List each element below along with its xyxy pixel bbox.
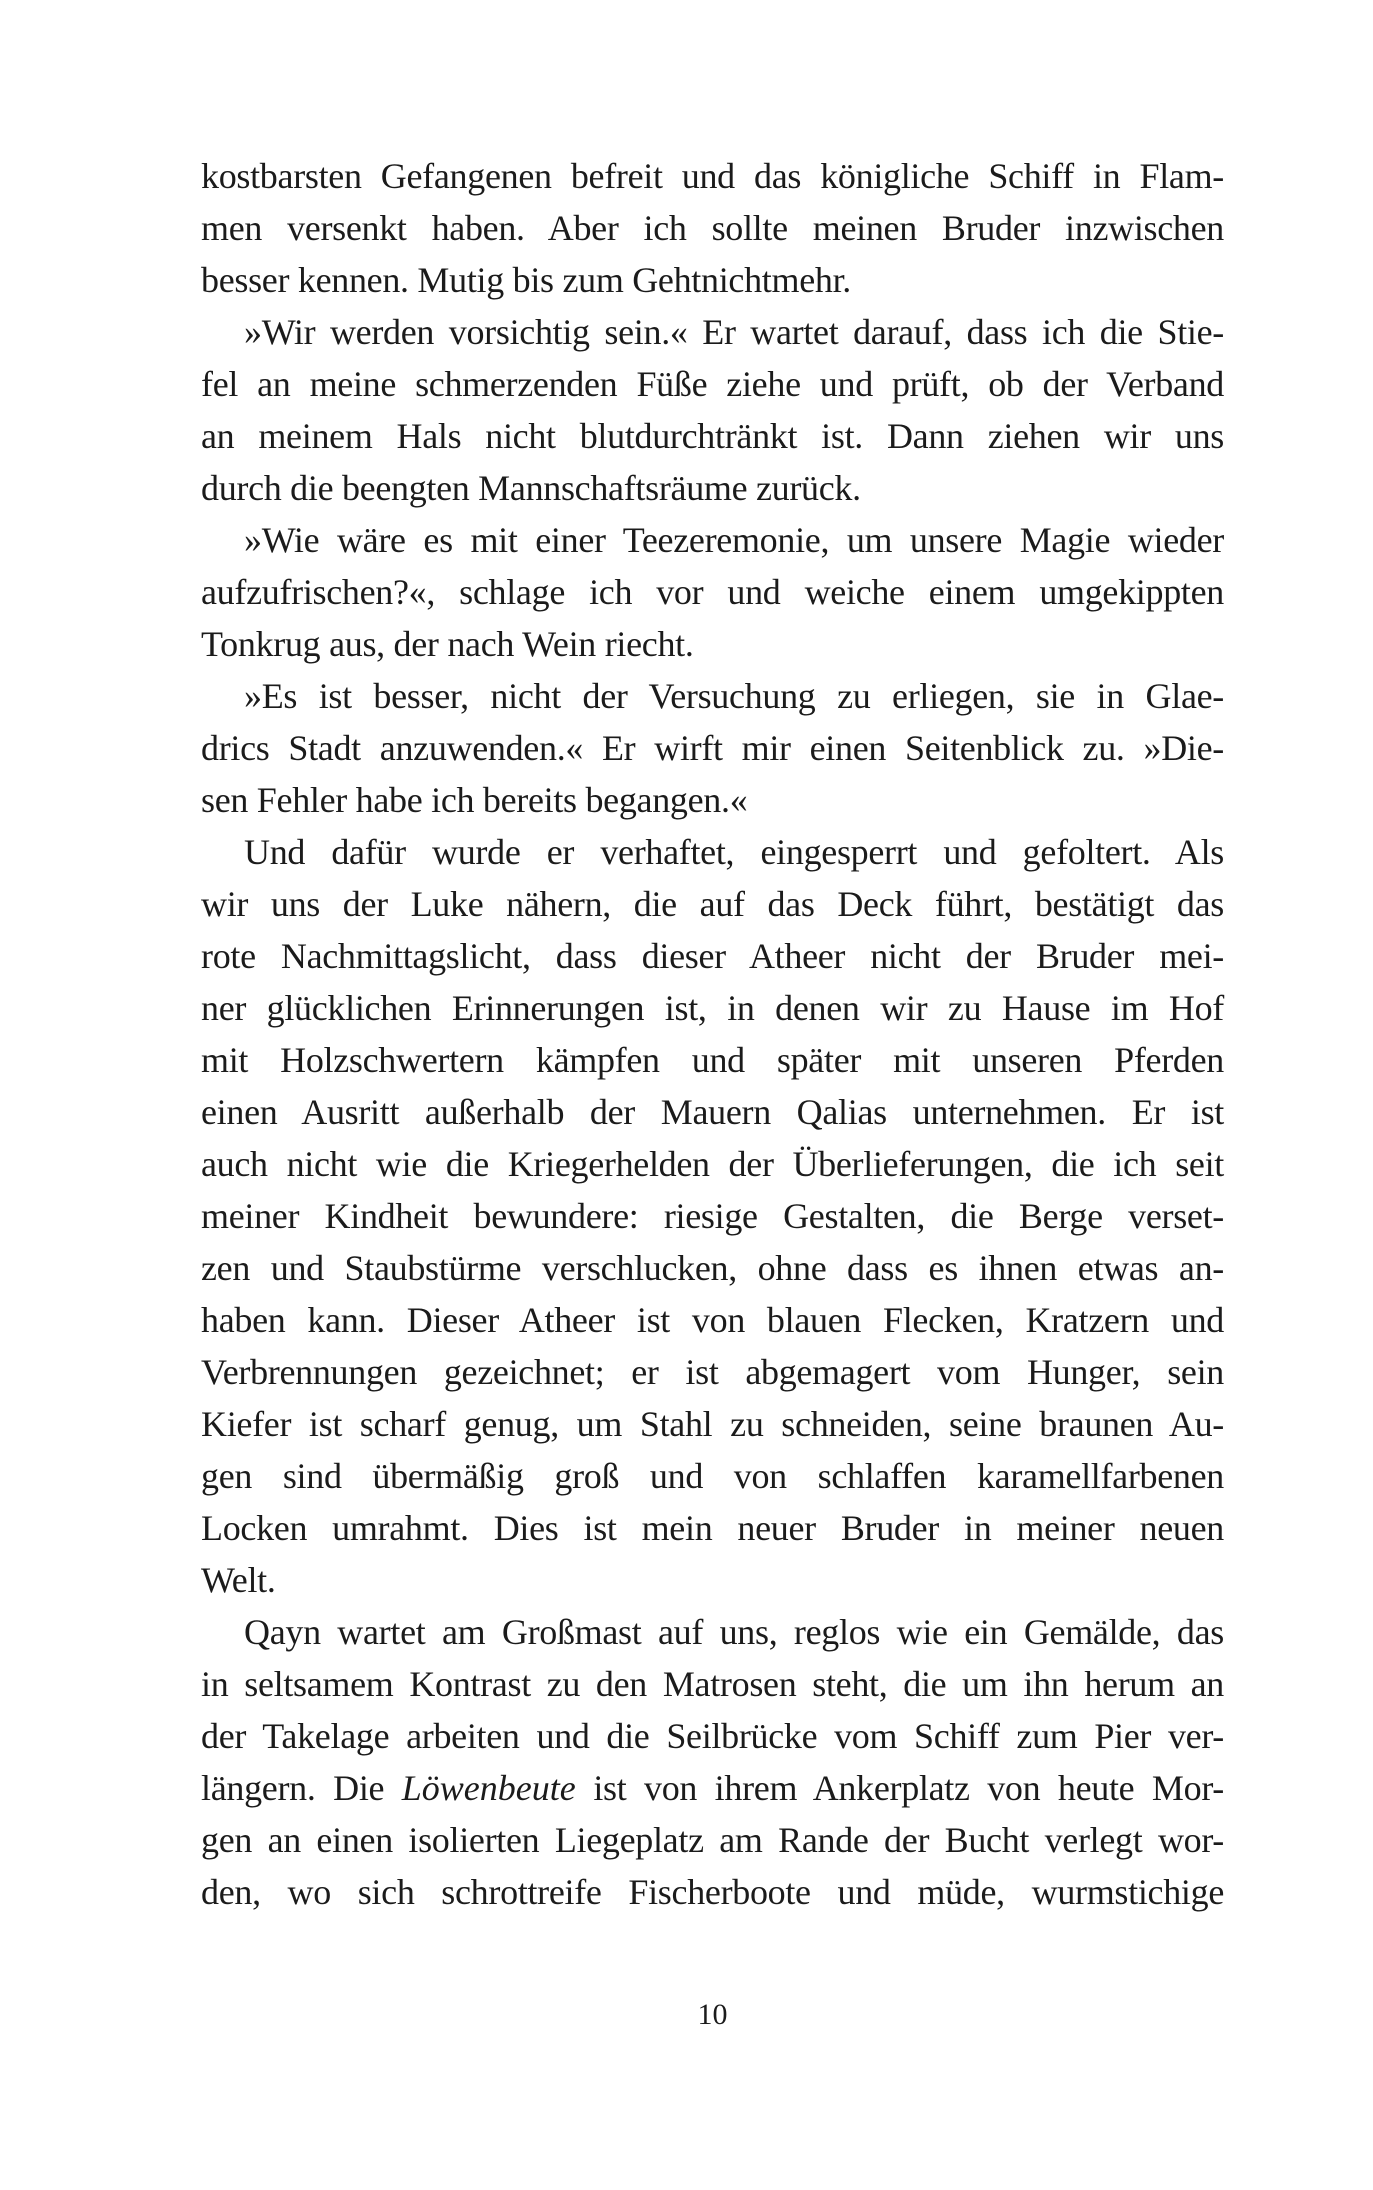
text-line: gen sind übermäßig groß und von schlaffen karamellfarbenen [201, 1456, 1224, 1496]
text-line: gen an einen isolierten Liegeplatz am Rande der Bucht verlegt wor- [201, 1820, 1224, 1860]
text-line: »Wir werden vorsichtig sein.« Er wartet darauf, dass ich die Stie- [244, 312, 1224, 352]
paragraph [201, 1606, 1224, 1918]
text-line: ner glücklichen Erinnerungen ist, in denen wir zu Hause im Hof [201, 988, 1224, 1028]
text-line: längern. Die Löwenbeute ist von ihrem Ankerplatz von heute Mor- [201, 1768, 1224, 1808]
text-line: Und dafür wurde er verhaftet, eingesperrt und gefoltert. Als [244, 832, 1224, 872]
text-line: auch nicht wie die Kriegerhelden der Überlieferungen, die ich seit [201, 1144, 1224, 1184]
text-line: men versenkt haben. Aber ich sollte meinen Bruder inzwischen [201, 208, 1224, 248]
text-line: wir uns der Luke nähern, die auf das Deck führt, bestätigt das [201, 884, 1224, 924]
text-line: Qayn wartet am Großmast auf uns, reglos wie ein Gemälde, das [244, 1612, 1224, 1652]
text-line: an meinem Hals nicht blutdurchtränkt ist. Dann ziehen wir uns [201, 416, 1224, 456]
text-line: Tonkrug aus, der nach Wein riecht. [201, 624, 694, 664]
text-line: mit Holzschwertern kämpfen und später mit unseren Pferden [201, 1040, 1224, 1080]
book-text-block [201, 150, 1224, 1918]
text-line: besser kennen. Mutig bis zum Gehtnichtmehr. [201, 260, 851, 300]
paragraph [201, 306, 1224, 514]
text-line: »Es ist besser, nicht der Versuchung zu erliegen, sie in Glae- [244, 676, 1224, 716]
text-line: aufzufrischen?«, schlage ich vor und weiche einem umgekippten [201, 572, 1224, 612]
text-line: den, wo sich schrottreife Fischerboote und müde, wurmstichige [201, 1872, 1224, 1912]
text-line: drics Stadt anzuwenden.« Er wirft mir einen Seitenblick zu. »Die- [201, 728, 1224, 768]
text-line: einen Ausritt außerhalb der Mauern Qalias unternehmen. Er ist [201, 1092, 1224, 1132]
paragraph [201, 150, 1224, 306]
text-line: Welt. [201, 1560, 276, 1600]
text-line: haben kann. Dieser Atheer ist von blauen Flecken, Kratzern und [201, 1300, 1224, 1340]
text-line: Verbrennungen gezeichnet; er ist abgemagert vom Hunger, sein [201, 1352, 1224, 1392]
text-line: in seltsamem Kontrast zu den Matrosen steht, die um ihn herum an [201, 1664, 1224, 1704]
text-line: der Takelage arbeiten und die Seilbrücke vom Schiff zum Pier ver- [201, 1716, 1224, 1756]
text-line: kostbarsten Gefangenen befreit und das königliche Schiff in Flam- [201, 156, 1224, 196]
text-line: fel an meine schmerzenden Füße ziehe und prüft, ob der Verband [201, 364, 1224, 404]
text-line: zen und Staubstürme verschlucken, ohne dass es ihnen etwas an- [201, 1248, 1224, 1288]
page-number: 10 [697, 1998, 728, 2031]
paragraph [201, 514, 1224, 670]
text-line: »Wie wäre es mit einer Teezeremonie, um unsere Magie wieder [244, 520, 1224, 560]
text-line: rote Nachmittagslicht, dass dieser Atheer nicht der Bruder mei- [201, 936, 1224, 976]
italic-ship-name: Löwenbeute [401, 1768, 576, 1808]
text-line: meiner Kindheit bewundere: riesige Gestalten, die Berge verset- [201, 1196, 1224, 1236]
text-line: durch die beengten Mannschaftsräume zurück. [201, 468, 861, 508]
text-line: Locken umrahmt. Dies ist mein neuer Bruder in meiner neuen [201, 1508, 1224, 1548]
text-line: Kiefer ist scharf genug, um Stahl zu schneiden, seine braunen Au- [201, 1404, 1224, 1444]
paragraph [201, 826, 1224, 1606]
text-line: sen Fehler habe ich bereits begangen.« [201, 780, 748, 820]
paragraph [201, 670, 1224, 826]
page-footer [201, 1998, 1224, 2032]
